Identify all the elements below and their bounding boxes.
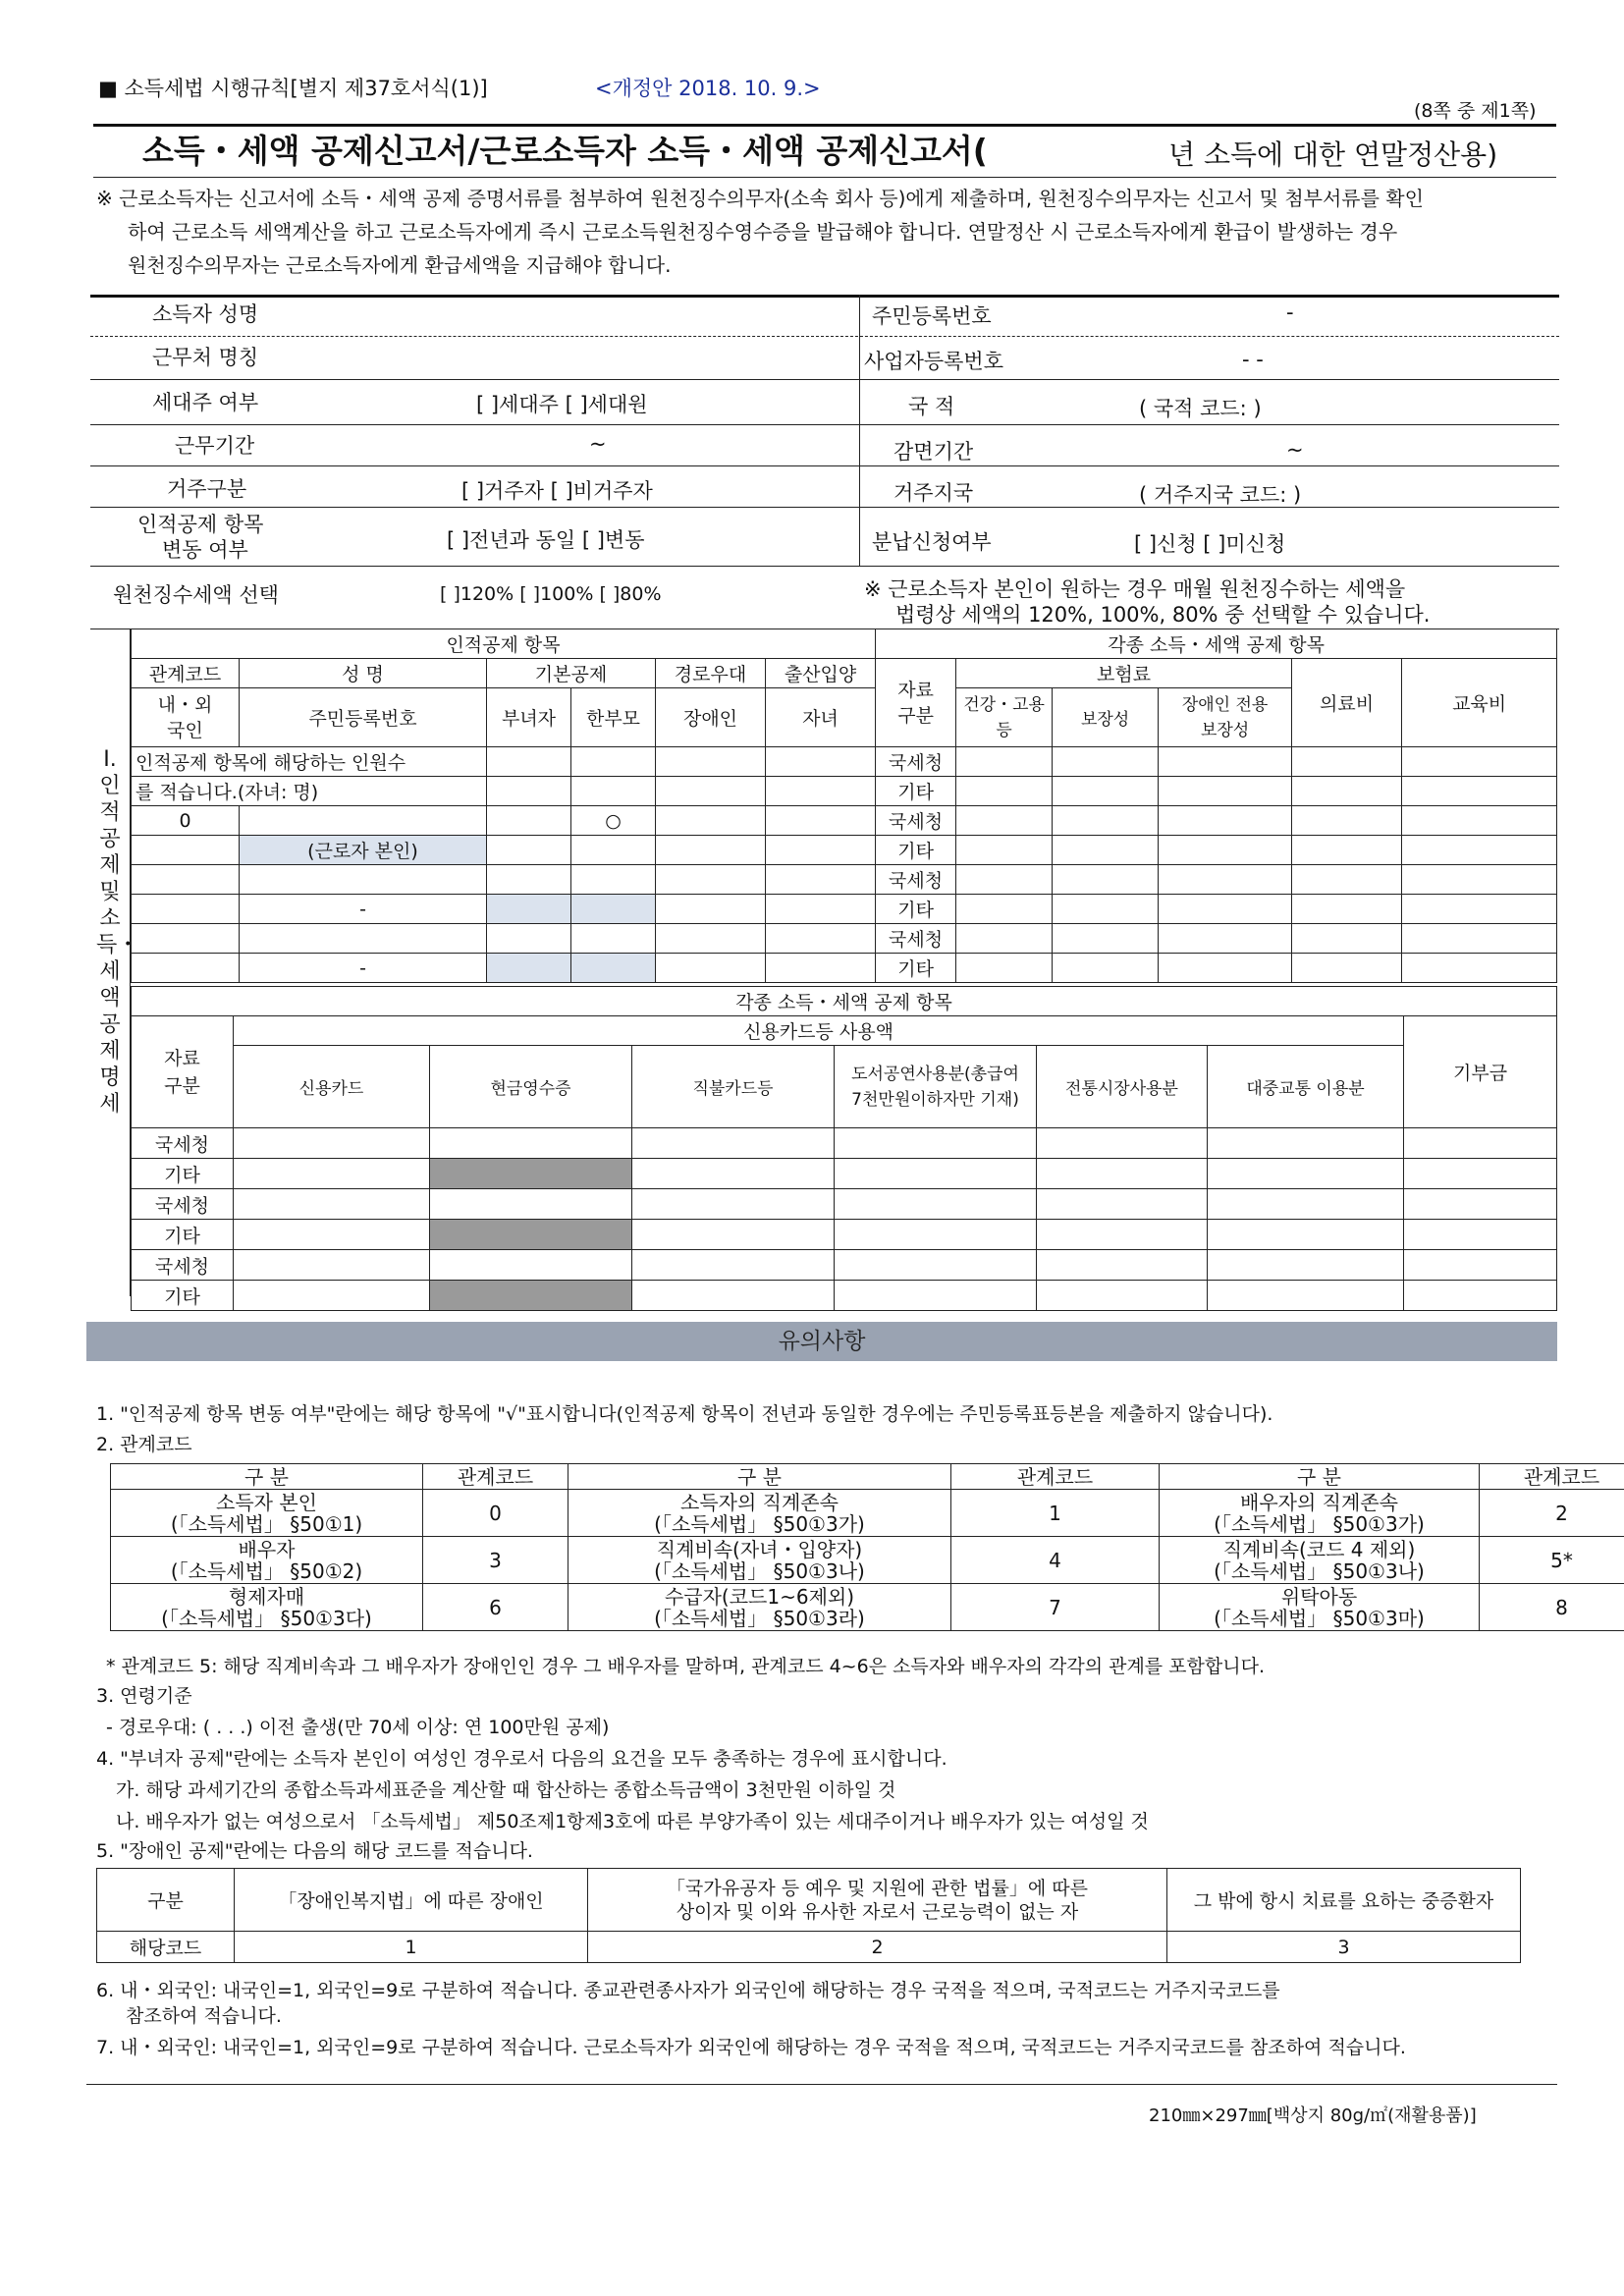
cell[interactable] [1292,806,1402,836]
ref-header-5: 구 분 [1160,1464,1480,1490]
health-header: 건강・고용 등 [956,688,1053,747]
child-header: 자녀 [766,688,876,747]
shaded-cell [571,895,656,924]
bizno-dash: - - [1242,348,1264,371]
self-mark: ○ [571,806,656,836]
cell[interactable] [571,777,656,806]
note-6b: 참조하여 적습니다. [126,2005,282,2027]
cell[interactable] [956,836,1053,865]
ref-code: 3 [423,1537,568,1584]
revision-note: <개정안 2018. 10. 9.> [595,77,821,100]
cell[interactable] [487,747,571,777]
source-other: 기타 [876,777,956,806]
cell[interactable] [1159,895,1292,924]
intro-line-2: 하여 근로소득 세액계산을 하고 근로소득자에게 즉시 근로소득원천징수영수증을 발급해야 합니다. 연말정산 시 근로소득자에게 환급이 발생하는 경우 [128,220,1398,244]
form-title-tail: 년 소득에 대한 연말정산용) [1168,138,1498,171]
dis-header-2a: 「국가유공자 등 예우 및 지원에 관한 법률」에 따른 [666,1877,1088,1899]
cell[interactable] [766,777,876,806]
ref-header-3: 구 분 [568,1464,951,1490]
cell[interactable] [656,777,766,806]
cell[interactable] [234,1220,430,1250]
cell[interactable] [766,865,876,895]
cell[interactable] [766,895,876,924]
cell[interactable] [1208,1159,1404,1189]
nationality-label: 국 적 [908,395,955,418]
source-other: 기타 [876,895,956,924]
coverage-header: 보장성 [1053,688,1159,747]
cell[interactable] [487,865,571,895]
cell[interactable] [430,1250,632,1281]
work-period-tilde[interactable]: ~ [589,432,607,456]
cell[interactable] [1404,1159,1557,1189]
note-7: 7. 내・외국인: 내국인=1, 외국인=9로 구분하여 적습니다. 근로소득자가 외국인에 해당하는 경우 국적을 적으며, 국적코드는 거주지국코드를 참조하여 적습니다. [96,2037,1406,2058]
cell[interactable] [234,1128,430,1159]
medical-header: 의료비 [1292,659,1402,747]
work-period-label: 근무기간 [175,434,255,458]
ref-code: 7 [951,1584,1160,1631]
ref-law: (「소득세법」 §50①2) [170,1558,363,1583]
source-nts: 국세청 [132,1189,234,1220]
cell[interactable] [1053,836,1159,865]
name-cell[interactable] [240,924,487,954]
cell[interactable] [1159,836,1292,865]
cell[interactable] [1402,954,1557,983]
personal-header: 인적공제 항목 [132,629,876,659]
rrn-dash[interactable]: - [240,954,487,983]
cell[interactable] [956,895,1053,924]
disabled-header: 장애인 [656,688,766,747]
relation-code-table [110,1463,1624,1631]
note-6: 6. 내・외국인: 내국인=1, 외국인=9로 구분하여 적습니다. 종교관련종사자가 외국인에 해당하는 경우 국적을 적으며, 국적코드는 거주지국코드를 [96,1980,1280,2001]
cell[interactable] [1404,1250,1557,1281]
cell[interactable] [132,865,240,895]
ref-law: (「소득세법」 §50①1) [170,1511,363,1536]
shaded-cell [487,954,571,983]
cell[interactable] [571,865,656,895]
cell[interactable] [632,1128,835,1159]
transit-header: 대중교통 이용분 [1208,1046,1404,1128]
single-parent-header: 한부모 [571,688,656,747]
rrn-dash: - [1286,301,1294,324]
dis-header-kind: 구분 [97,1869,235,1932]
cell[interactable] [1053,954,1159,983]
ref-code: 0 [423,1490,568,1537]
dis-code-1: 1 [235,1932,588,1963]
headcount-note-1: 인적공제 항목에 해당하는 인원수 [132,747,487,777]
ref-label: 직계비속(코드 4 제외) [1222,1537,1416,1561]
shaded-cell [430,1159,632,1189]
ref-code: 5* [1480,1537,1624,1584]
ref-code: 1 [951,1490,1160,1537]
cell[interactable] [132,836,240,865]
cell[interactable] [1208,1189,1404,1220]
notes-title-bar [86,1322,1557,1361]
disabled-coverage-header: 장애인 전용 보장성 [1159,688,1292,747]
source-other: 기타 [876,954,956,983]
cell[interactable] [571,836,656,865]
change-label-1: 인적공제 항목 [137,513,264,536]
section-side-label: Ⅰ. 인적공제 및 소득・세액공제 명세 [96,747,139,1117]
cell[interactable] [1159,747,1292,777]
shaded-cell [430,1281,632,1311]
name-label: 소득자 성명 [152,302,259,326]
page-info: (8쪽 중 제1쪽) [1414,100,1537,122]
ref-law: (「소득세법」 §50①3다) [161,1606,372,1630]
note-5: 5. "장애인 공제"란에는 다음의 해당 코드를 적습니다. [96,1840,533,1862]
cell[interactable] [835,1250,1037,1281]
ref-label: 형제자매 [228,1584,305,1609]
change-label-2: 변동 여부 [162,538,248,562]
disability-code-table [96,1868,1521,1963]
cell[interactable] [956,806,1053,836]
cell[interactable] [656,895,766,924]
dis-header-1: 「장애인복지법」에 따른 장애인 [235,1869,588,1932]
withholding-note-1: ※ 근로소득자 본인이 원하는 경우 매월 원천징수하는 세액을 [864,577,1406,601]
residence-country-label: 거주지국 [893,481,974,505]
nationality-code[interactable]: ( 국적 코드: ) [1139,397,1262,420]
form-title: 소득・세액 공제신고서/근로소득자 소득・세액 공제신고서( [142,132,988,170]
household-options[interactable]: [ ]세대주 [ ]세대원 [476,393,648,416]
bizno-label: 사업자등록번호 [864,350,1004,373]
cell[interactable] [656,836,766,865]
ref-law: (「소득세법」 §50①3나) [1214,1558,1425,1583]
cell[interactable] [1037,1128,1208,1159]
cell[interactable] [1402,777,1557,806]
cell[interactable] [571,747,656,777]
cell[interactable] [487,836,571,865]
ref-code: 4 [951,1537,1160,1584]
withholding-options[interactable]: [ ]120% [ ]100% [ ]80% [440,583,662,605]
self-label: (근로자 본인) [240,836,487,865]
source-other: 기타 [876,836,956,865]
source-other: 기타 [132,1159,234,1189]
cell[interactable] [1208,1220,1404,1250]
ref-label: 수급자(코드1~6제외) [664,1584,855,1609]
cell[interactable] [835,1281,1037,1311]
ref-header-4: 관계코드 [951,1464,1160,1490]
cell[interactable] [1402,806,1557,836]
cell[interactable] [956,777,1053,806]
cell[interactable] [632,1159,835,1189]
ref-law: (「소득세법」 §50①3가) [654,1511,865,1536]
installment-label: 분납신청여부 [872,530,992,554]
ref-law: (「소득세법」 §50①3나) [654,1558,865,1583]
note-3: 3. 연령기준 [96,1685,192,1707]
ref-label: 직계비속(자녀・입양자) [656,1537,863,1561]
cell[interactable] [1053,747,1159,777]
cell[interactable] [632,1281,835,1311]
cell[interactable] [1292,895,1402,924]
installment-options[interactable]: [ ]신청 [ ]미신청 [1134,532,1286,556]
cell[interactable] [1037,1250,1208,1281]
cell[interactable] [656,924,766,954]
female-header: 부녀자 [487,688,571,747]
ref-header-2: 관계코드 [423,1464,568,1490]
culture-header: 도서공연사용분(총급여 7천만원이하자만 기재) [835,1046,1037,1128]
cell[interactable] [1159,777,1292,806]
ref-label: 소득자 본인 [216,1490,317,1514]
ref-header-6: 관계코드 [1480,1464,1624,1490]
cell[interactable] [1053,865,1159,895]
birth-header: 출산입양 [766,659,876,688]
cell[interactable] [835,1189,1037,1220]
shaded-cell [430,1220,632,1250]
ref-law: (「소득세법」 §50①3가) [1214,1511,1425,1536]
rrn-dash[interactable]: - [240,895,487,924]
cell[interactable] [1159,924,1292,954]
cell[interactable] [1292,777,1402,806]
cell[interactable] [835,1128,1037,1159]
cell[interactable] [766,747,876,777]
cell[interactable] [632,1189,835,1220]
name-header: 성 명 [240,659,487,688]
cell[interactable] [487,924,571,954]
cell[interactable] [1208,1128,1404,1159]
card-section-header: 각종 소득・세액 공제 항목 [132,987,1557,1016]
cash-receipt-header: 현금영수증 [430,1046,632,1128]
cell[interactable] [835,1159,1037,1189]
basic-header: 기본공제 [487,659,656,688]
cell[interactable] [1208,1250,1404,1281]
note-3a: - 경로우대: ( . . .) 이전 출생(만 70세 이상: 연 100만원 공제) [106,1717,610,1738]
cell[interactable] [835,1220,1037,1250]
source-header: 자료 구분 [876,659,956,747]
cell[interactable] [1292,924,1402,954]
note-star: * 관계코드 5: 해당 직계비속과 그 배우자가 장애인인 경우 그 배우자를 말하며, 관계코드 4~6은 소득자와 배우자의 각각의 관계를 포함합니다. [106,1656,1265,1677]
source-nts: 국세청 [876,865,956,895]
intro-line-3: 원천징수의무자는 근로소득자에게 환급세액을 지급해야 합니다. [128,253,672,277]
rrn-header: 주민등록번호 [240,688,487,747]
ref-header-1: 구 분 [111,1464,423,1490]
source-nts: 국세청 [876,747,956,777]
cell[interactable] [1404,1220,1557,1250]
cell[interactable] [430,1128,632,1159]
cell[interactable] [656,954,766,983]
cell[interactable] [1053,806,1159,836]
market-header: 전통시장사용분 [1037,1046,1208,1128]
dis-header-2b: 상이자 및 이와 유사한 자로서 근로능력이 없는 자 [676,1900,1079,1923]
cell[interactable] [487,806,571,836]
note-4b: 나. 배우자가 없는 여성으로서 「소득세법」 제50조제1항제3호에 따른 부양가족이 있는 세대주이거나 배우자가 있는 여성일 것 [116,1811,1149,1832]
ref-code: 2 [1480,1490,1624,1537]
dis-code-label: 해당코드 [97,1932,235,1963]
cell[interactable] [656,806,766,836]
shaded-cell [487,895,571,924]
cell[interactable] [1404,1128,1557,1159]
cell[interactable] [487,777,571,806]
withholding-label: 원천징수세액 선택 [113,583,279,607]
headcount-note-2: 를 적습니다.(자녀: 명) [132,777,487,806]
cell[interactable] [1053,895,1159,924]
cell[interactable] [956,954,1053,983]
ref-code: 8 [1480,1584,1624,1631]
residence-country-code[interactable]: ( 거주지국 코드: ) [1139,483,1302,507]
cell[interactable] [1037,1189,1208,1220]
cell[interactable] [1292,836,1402,865]
donation-header: 기부금 [1404,1016,1557,1128]
note-2: 2. 관계코드 [96,1434,192,1455]
shaded-cell [571,954,656,983]
cell[interactable] [1208,1281,1404,1311]
cell[interactable] [1402,747,1557,777]
cell[interactable] [766,806,876,836]
residence-options[interactable]: [ ]거주자 [ ]비거주자 [461,479,653,503]
insurance-header: 보험료 [956,659,1292,688]
source-other: 기타 [132,1281,234,1311]
cell[interactable] [956,865,1053,895]
cell[interactable] [1402,836,1557,865]
cell[interactable] [956,924,1053,954]
reduction-period-tilde[interactable]: ~ [1286,438,1304,462]
ref-label: 소득자의 직계존속 [680,1490,839,1514]
cell[interactable] [1402,865,1557,895]
cell[interactable] [1292,865,1402,895]
cell[interactable] [430,1189,632,1220]
household-label: 세대주 여부 [152,391,259,414]
card-usage-header: 신용카드등 사용액 [234,1016,1404,1046]
cell[interactable] [1159,806,1292,836]
cell[interactable] [1292,747,1402,777]
cell[interactable] [766,924,876,954]
rel-code-header: 관계코드 [132,659,240,688]
cell[interactable] [766,954,876,983]
cell[interactable] [1159,954,1292,983]
withholding-note-2: 법령상 세액의 120%, 100%, 80% 중 선택할 수 있습니다. [895,603,1431,627]
cell[interactable] [132,924,240,954]
deduction-header: 각종 소득・세액 공제 항목 [876,629,1557,659]
intro-line-1: ※ 근로소득자는 신고서에 소득・세액 공제 증명서류를 첨부하여 원천징수의무자(소속 회사 등)에게 제출하며, 원천징수의무자는 신고서 및 첨부서류를 확인 [96,187,1424,210]
cell[interactable] [766,836,876,865]
note-1: 1. "인적공제 항목 변동 여부"란에는 해당 항목에 "√"표시합니다(인적공제 항목이 전년과 동일한 경우에는 주민등록표등본을 제출하지 않습니다). [96,1403,1273,1425]
change-options[interactable]: [ ]전년과 동일 [ ]변동 [447,528,645,552]
cell[interactable] [1037,1159,1208,1189]
debit-card-header: 직불카드등 [632,1046,835,1128]
dis-code-2: 2 [588,1932,1167,1963]
cell[interactable] [234,1159,430,1189]
cell[interactable] [132,954,240,983]
ref-law: (「소득세법」 §50①3마) [1214,1606,1425,1630]
dis-header-3: 그 밖에 항시 치료를 요하는 중증환자 [1167,1869,1521,1932]
credit-card-header: 신용카드 [234,1046,430,1128]
personal-deduction-table [131,629,1557,983]
rrn-label: 주민등록번호 [872,304,992,328]
cell[interactable] [1053,924,1159,954]
ref-label: 배우자 [238,1537,296,1561]
ref-label: 위탁아동 [1280,1584,1358,1609]
paper-spec-footer: 210㎜×297㎜[백상지 80g/㎡(재활용품)] [1149,2105,1477,2126]
cell[interactable] [956,747,1053,777]
cell[interactable] [1402,895,1557,924]
reduction-period-label: 감면기간 [893,440,974,464]
cell[interactable] [234,1281,430,1311]
nationality-header: 내・외 국인 [132,688,240,747]
ref-code: 6 [423,1584,568,1631]
note-4: 4. "부녀자 공제"란에는 소득자 본인이 여성인 경우로서 다음의 요건을 모두 충족하는 경우에 표시합니다. [96,1748,947,1770]
ref-label: 배우자의 직계존속 [1240,1490,1398,1514]
ref-law: (「소득세법」 §50①3라) [654,1606,865,1630]
cell[interactable] [1037,1281,1208,1311]
cell[interactable] [571,924,656,954]
cell[interactable] [1404,1281,1557,1311]
cell[interactable] [132,895,240,924]
cell[interactable] [1404,1189,1557,1220]
cell[interactable] [632,1250,835,1281]
dis-code-3: 3 [1167,1932,1521,1963]
elderly-header: 경로우대 [656,659,766,688]
cell[interactable] [656,747,766,777]
notes-title: 유의사항 [778,1329,866,1354]
cell[interactable] [656,865,766,895]
note-4a: 가. 해당 과세기간의 종합소득과세표준을 계산할 때 합산하는 종합소득금액이 3천만원 이하일 것 [116,1779,896,1801]
cell[interactable] [1053,777,1159,806]
form-reference: ■ 소득세법 시행규칙[별지 제37호서식(1)] [98,77,488,100]
cell[interactable] [234,1250,430,1281]
cell[interactable] [1292,954,1402,983]
cell[interactable] [1159,865,1292,895]
card-usage-table [131,986,1557,1311]
name-cell[interactable] [240,806,487,836]
education-header: 교육비 [1402,659,1557,747]
card-source-header: 자료 구분 [132,1016,234,1128]
source-nts: 국세청 [876,924,956,954]
cell[interactable] [1402,924,1557,954]
source-nts: 국세청 [876,806,956,836]
cell[interactable] [632,1220,835,1250]
source-nts: 국세청 [132,1128,234,1159]
cell[interactable] [234,1189,430,1220]
company-label: 근무처 명칭 [152,346,259,369]
name-cell[interactable] [240,865,487,895]
source-other: 기타 [132,1220,234,1250]
self-code: 0 [132,806,240,836]
cell[interactable] [1037,1220,1208,1250]
residence-label: 거주구분 [167,477,247,501]
source-nts: 국세청 [132,1250,234,1281]
